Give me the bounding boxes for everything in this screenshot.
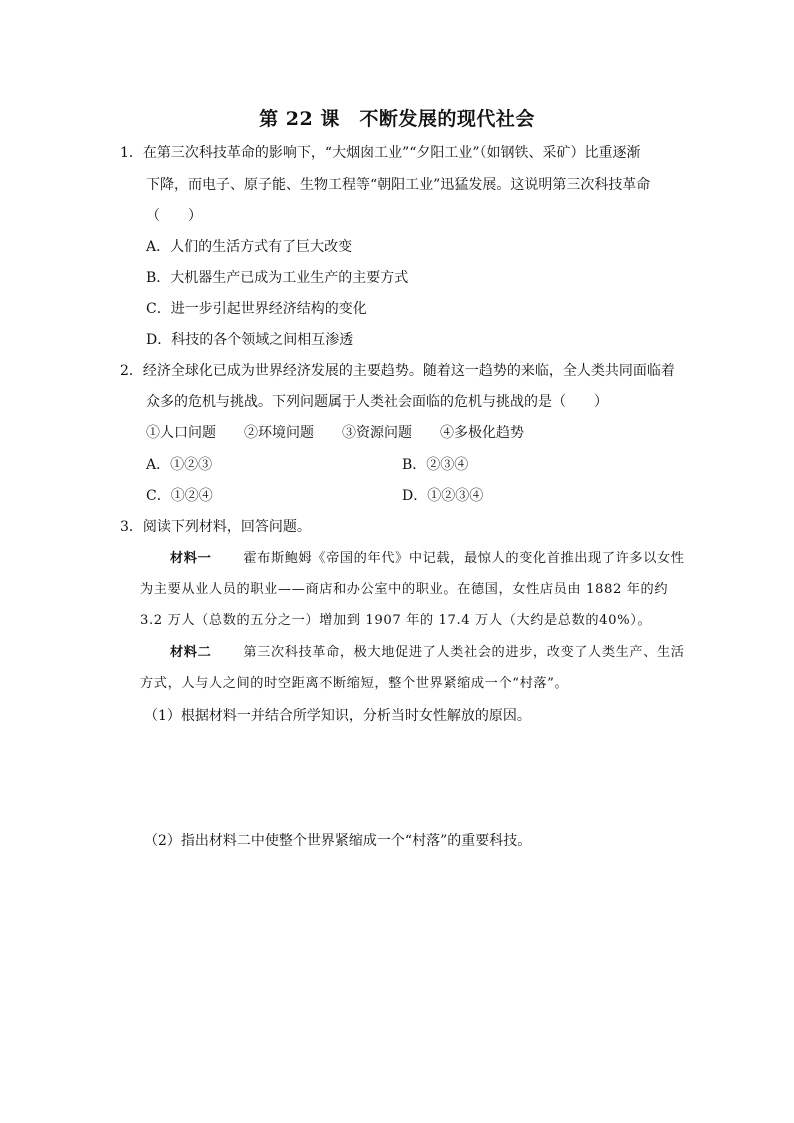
q1-option-b: B．大机器生产已成为工业生产的主要方式: [146, 270, 409, 286]
material2-label: 材料二: [170, 645, 212, 660]
material1-text1: 霍布斯鲍姆《帝国的年代》中记载，最惊人的变化首推出现了许多以女性: [243, 551, 685, 566]
q2-items: ①人口问题 ②环境问题 ③资源问题 ④多极化趋势: [146, 425, 524, 441]
material2-line2: 方式，人与人之间的时空距离不断缩短，整个世界紧缩成一个“村落”。: [140, 676, 569, 691]
q2-stem-text1: 经济全球化已成为世界经济发展的主要趋势。随着这一趋势的来临，全人类共同面临着: [142, 363, 675, 379]
q3-stem-text: 阅读下列材料，回答问题。: [142, 519, 311, 535]
material1-line2: 为主要从业人员的职业——商店和办公室中的职业。在德国，女性店员由 1882 年的约: [140, 582, 669, 597]
q1-option-c: C．进一步引起世界经济结构的变化: [146, 301, 367, 317]
material2-line1: [170, 643, 685, 663]
q2-option-b: B．②③④: [402, 457, 469, 473]
q3-number: 3．: [120, 519, 143, 535]
q1-stem-line1: [120, 143, 641, 163]
q2-number: 2．: [120, 363, 143, 379]
q1-stem-text1: 在第三次科技革命的影响下，“大烟囱工业”“夕阳工业”（如钢铁、采矿）比重逐渐: [142, 145, 641, 161]
q3-subquestion-1: （1）根据材料一并结合所学知识，分析当时女性解放的原因。: [144, 708, 531, 724]
q3-subquestion-2: （2）指出材料二中使整个世界紧缩成一个“村落”的重要科技。: [144, 833, 532, 849]
q2-stem-line2: 众多的危机与挑战。下列问题属于人类社会面临的危机与挑战的是（ ）: [146, 394, 608, 410]
q1-answer-bracket: （ ）: [146, 208, 202, 224]
lesson-title: 第 22 课 不断发展的现代社会: [259, 108, 535, 130]
q2-option-c: C．①②④: [146, 488, 213, 504]
material1-line1: [170, 549, 685, 569]
q1-stem-line2: 下降，而电子、原子能、生物工程等“朝阳工业”迅猛发展。这说明第三次科技革命: [146, 177, 651, 193]
q1-number: 1．: [120, 145, 143, 161]
material2-text1: 第三次科技革命，极大地促进了人类社会的进步，改变了人类生产、生活: [243, 645, 685, 660]
q3-stem: [120, 517, 311, 537]
q2-stem-line1: [120, 361, 675, 381]
q1-option-d: D．科技的各个领域之间相互渗透: [146, 332, 354, 348]
material1-line3: 3.2 万人（总数的五分之一）增加到 1907 年的 17.4 万人（大约是总数的40%）。: [140, 613, 652, 628]
q2-option-a: A．①②③: [146, 457, 213, 473]
material1-label: 材料一: [170, 551, 212, 566]
q1-option-a: A．人们的生活方式有了巨大改变: [146, 239, 353, 255]
q2-option-d: D．①②③④: [402, 488, 484, 504]
